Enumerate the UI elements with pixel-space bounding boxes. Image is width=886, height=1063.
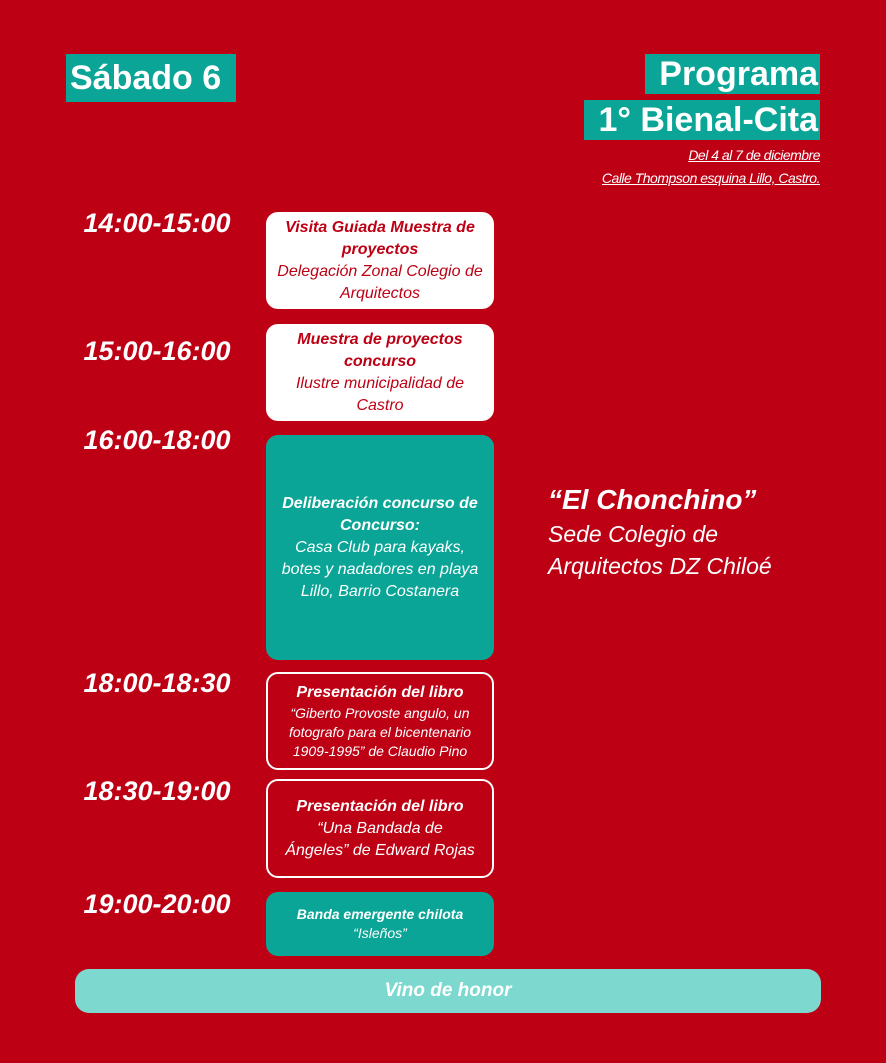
venue-line-1: Sede Colegio de: [548, 521, 719, 547]
activity-card-2: [266, 324, 494, 421]
event-title: 1° Bienal-Cita: [584, 100, 820, 140]
activity-detail: “Isleños”: [353, 925, 407, 941]
activity-detail: Ilustre municipalidad de Castro: [295, 374, 465, 414]
activity-detail: Delegación Zonal Colegio de Arquitectos: [277, 262, 483, 302]
time-slot-3: 16:00-18:00: [83, 425, 231, 455]
event-dates: Del 4 al 7 de diciembre: [688, 147, 820, 163]
activity-title: Presentación del libro: [296, 683, 464, 701]
activity-title: Presentación del libro: [296, 797, 464, 815]
activity-title: Deliberación concurso de Concurso:: [282, 494, 478, 534]
activity-card-4: [266, 672, 494, 770]
time-slot-6: 19:00-20:00: [83, 889, 231, 919]
venue-line-2: Arquitectos DZ Chiloé: [548, 553, 772, 579]
activity-detail: “Una Bandada de Ángeles” de Edward Rojas: [285, 819, 475, 859]
activity-card-6: [266, 892, 494, 956]
activity-title: Banda emergente chilota: [296, 906, 464, 922]
venue-name: “El Chonchino”: [548, 484, 757, 515]
activity-card-3: [266, 435, 494, 660]
activity-card-1: [266, 212, 494, 309]
program-title: Programa: [645, 54, 820, 94]
day-badge: Sábado 6: [66, 54, 236, 102]
venue-info: [548, 482, 772, 582]
activity-detail: Casa Club para kayaks, botes y nadadores en playa Lillo, Barrio Costanera: [281, 538, 479, 600]
activity-title: Muestra de proyectos concurso: [297, 330, 463, 370]
time-slot-5: 18:30-19:00: [83, 776, 231, 806]
time-slot-1: 14:00-15:00: [83, 208, 231, 238]
closing-banner: Vino de honor: [75, 969, 821, 1013]
activity-card-5: [266, 779, 494, 878]
time-slot-2: 15:00-16:00: [83, 336, 231, 366]
activity-detail: “Giberto Provoste angulo, un fotografo para el bicentenario 1909-1995” de Claudio Pino: [288, 704, 472, 759]
time-slot-4: 18:00-18:30: [83, 668, 231, 698]
event-address: Calle Thompson esquina Lillo, Castro.: [601, 170, 820, 186]
activity-title: Visita Guiada Muestra de proyectos: [285, 218, 475, 258]
